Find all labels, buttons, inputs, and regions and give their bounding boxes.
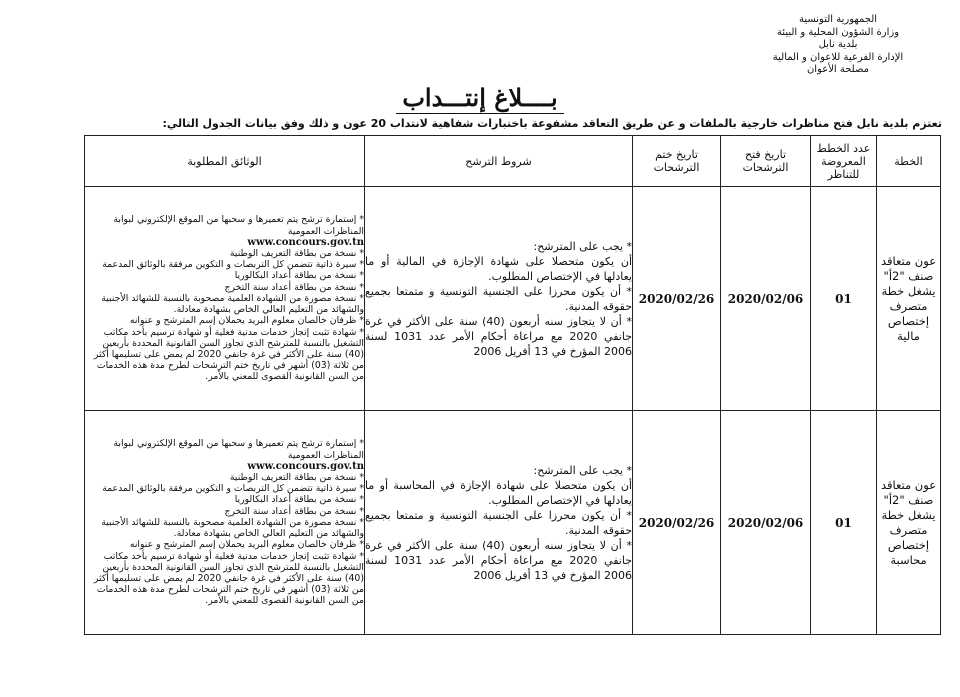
open-date-cell: 2020/02/06: [721, 411, 811, 635]
document-item: * سيرة ذاتية تتضمن كل التربصات و التكوين مرفقة بالوثائق المدعمة: [102, 483, 364, 495]
header-count: عدد الخطط المعروضة للتناظر: [811, 136, 877, 187]
conditions-cell: [365, 187, 633, 411]
document-title-text: بــــلاغ إنتـــداب: [396, 84, 563, 114]
portal-url: www.concours.gov.tn: [247, 460, 364, 472]
table-row: [85, 187, 941, 411]
condition-line: * أن يكون محرزا على الجنسية التونسية و متمتعا بجميع حقوقه المدنية.: [365, 284, 632, 313]
condition-line: * يجب على المترشح:: [533, 463, 632, 477]
header-conditions: شروط الترشح: [365, 136, 633, 187]
document-item: * نسخة من بطاقة أعداد سنة التخرج: [224, 281, 364, 293]
header-close-date: تاريخ ختم الترشحات: [633, 136, 721, 187]
plan-cell: عون متعاقد صنف "2أ" يشغل خطة متصرف إختصاص مالية: [877, 187, 941, 411]
condition-line: * يجب على المترشح:: [533, 239, 632, 253]
documents-cell: [85, 187, 365, 411]
count-cell: 01: [811, 411, 877, 635]
header-documents: الوثائق المطلوبة: [85, 136, 365, 187]
condition-line: أن يكون متحصلا على شهادة الإجازة في المالية أو ما يعادلها في الإختصاص المطلوب.: [365, 254, 632, 283]
document-item: * شهادة تثبت إنجاز خدمات مدنية فعلية أو شهادة ترسيم بأحد مكاتب التشغيل بالنسبة للمترشح الذي تجاوز السن القانونية المحددة بأربعين (40) سنة على الأكثر في غرة جانفي 2020 لم يمض على تسليمها أكثر من ثلاثة (03) أشهر في تاريخ ختم الترشحات لطرح مدة هذه الخدمات من السن القانونية القصوى للمعني بالأمر.: [93, 550, 364, 607]
condition-line: * أن لا يتجاوز سنه أربعون (40) سنة على الأكثر في غرة جانفي 2020 مع مراعاة أحكام الأمر عدد 1031 لسنة 2006 المؤرخ في 13 أفريل 2006: [365, 314, 632, 358]
document-item: * سيرة ذاتية تتضمن كل التربصات و التكوين مرفقة بالوثائق المدعمة: [102, 259, 364, 271]
document-item: * نسخة مصورة من الشهادة العلمية مصحوبة بالنسبة للشهائد الأجنبية والشهائد من التعليم العالي الخاص بشهادة معادلة.: [101, 516, 364, 540]
header-line: مصلحة الأعوان: [806, 64, 870, 75]
document-item: * نسخة من بطاقة أعداد البكالوريا: [234, 494, 364, 506]
document-item: * إستمارة ترشح يتم تعميرها و سحبها من الموقع الإلكتروني لبوابة المناظرات العمومية: [113, 214, 364, 237]
count-cell: 01: [811, 187, 877, 411]
document-item: * إستمارة ترشح يتم تعميرها و سحبها من الموقع الإلكتروني لبوابة المناظرات العمومية: [113, 438, 364, 461]
document-item: * ظرفان خالصان معلوم البريد يحملان إسم المترشح و عنوانه: [129, 539, 364, 551]
table-row: [85, 411, 941, 635]
document-item: * شهادة تثبت إنجاز خدمات مدنية فعلية أو شهادة ترسيم بأحد مكاتب التشغيل بالنسبة للمترشح الذي تجاوز السن القانونية المحددة بأربعين (40) سنة على الأكثر في غرة جانفي 2020 لم يمض على تسليمها أكثر من ثلاثة (03) أشهر في تاريخ ختم الترشحات لطرح مدة هذه الخدمات من السن القانونية القصوى للمعني بالأمر.: [93, 326, 364, 383]
document-item: * نسخة مصورة من الشهادة العلمية مصحوبة بالنسبة للشهائد الأجنبية والشهائد من التعليم العالي الخاص بشهادة معادلة.: [101, 292, 364, 316]
header-line: بلدية نابل: [818, 39, 858, 50]
header-line: الجمهورية التونسية: [798, 14, 878, 25]
document-item: * ظرفان خالصان معلوم البريد يحملان إسم المترشح و عنوانه: [129, 315, 364, 327]
close-date-cell: 2020/02/26: [633, 411, 721, 635]
header-line: وزارة الشؤون المحلية و البيئة: [776, 26, 900, 38]
document-item: * نسخة من بطاقة أعداد سنة التخرج: [224, 505, 364, 517]
table-header-row: [85, 136, 941, 187]
documents-cell: [85, 411, 365, 635]
condition-line: * أن يكون محرزا على الجنسية التونسية و متمتعا بجميع حقوقه المدنية.: [365, 508, 632, 537]
recruitment-table: [84, 135, 941, 635]
document-title: [350, 84, 610, 114]
plan-cell: عون متعاقد صنف "2أ" يشغل خطة متصرف إختصاص محاسبة: [877, 411, 941, 635]
close-date-cell: 2020/02/26: [633, 187, 721, 411]
intro-paragraph: تعتزم بلدية نابل فتح مناظرات خارجية بالملفات و عن طريق التعاقد مشفوعة باختبارات شفاهية لانتداب 20 عون و ذلك وفق بيانات الجدول التالي:: [162, 117, 942, 130]
conditions-cell: [365, 411, 633, 635]
document-item: * نسخة من بطاقة التعريف الوطنية: [229, 472, 364, 484]
document-item: * نسخة من بطاقة أعداد البكالوريا: [234, 270, 364, 282]
condition-line: * أن لا يتجاوز سنه أربعون (40) سنة على الأكثر في غرة جانفي 2020 مع مراعاة أحكام الأمر عدد 1031 لسنة 2006 المؤرخ في 13 أفريل 2006: [365, 538, 632, 582]
condition-line: أن يكون متحصلا على شهادة الإجازة في المحاسبة أو ما يعادلها في الإختصاص المطلوب.: [365, 478, 632, 507]
document-item: * نسخة من بطاقة التعريف الوطنية: [229, 248, 364, 260]
header-open-date: تاريخ فتح الترشحات: [721, 136, 811, 187]
header-line: الإدارة الفرعية للاعوان و المالية: [772, 51, 904, 63]
open-date-cell: 2020/02/06: [721, 187, 811, 411]
header-plan: الخطة: [877, 136, 941, 187]
portal-url: www.concours.gov.tn: [247, 236, 364, 248]
institution-header: [738, 14, 938, 77]
